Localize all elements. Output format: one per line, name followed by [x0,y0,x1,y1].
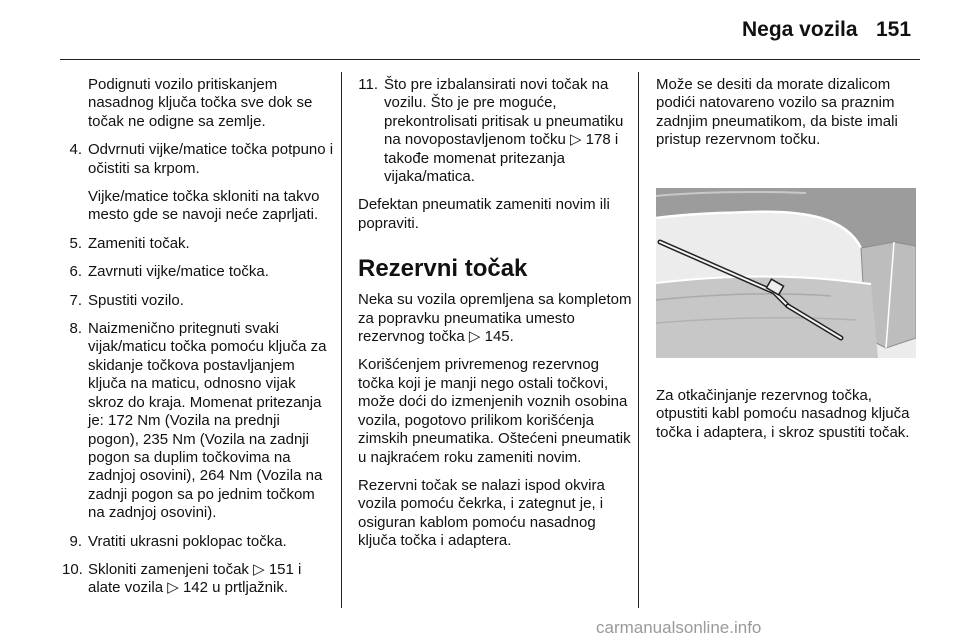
list-item-9 [62,533,334,551]
paragraph [358,291,632,346]
list-number: 9. [69,532,82,550]
column-3 [656,76,920,452]
text-segment: i takođe momenat pritezanja vijaka/matica. [384,131,619,186]
page-reference-link[interactable]: 151 [268,560,294,578]
text-segment: Neka su vozila opremljena sa kompletom za popravku pneumatika umesto rezervnog točka [358,291,632,346]
page-reference-link[interactable]: 178 [585,131,611,149]
paragraph: Može se desiti da morate dizalicom podići natovareno vozilo sa praznim zadnjim pneumatikom, da biste imali pristup rezervnom točku. [656,76,898,149]
page-ref-arrow-icon: ▷ [253,560,265,578]
list-item-11 [358,76,632,186]
list-continuation: Vijke/matice točka skloniti na takvo mesto gde se navoji neće zaprljati. [88,188,320,224]
list-number: 11. [358,76,378,93]
paragraph: Rezervni točak se nalazi ispod okvira vozila pomoću čekrka, i zategnut je, i osiguran kablom pomoću nasadnog ključa točka i adaptera. [358,476,605,550]
section-heading: Rezervni točak [358,255,528,283]
list-item-7 [62,292,334,310]
list-text [88,561,334,598]
header-rule [60,59,920,60]
list-number: 8. [69,320,82,338]
list-text: Vratiti ukrasni poklopac točka. [88,532,287,550]
paragraph: Defektan pneumatik zameniti novim ili popraviti. [358,196,610,232]
column-1 [62,76,334,608]
column-2 [358,76,632,561]
watermark: carmanualsonline.info [596,618,762,637]
page-reference-link[interactable]: 145 [484,328,510,346]
page-reference-link[interactable]: 142 [182,579,208,597]
list-item-4 [62,141,334,225]
paragraph: Korišćenjem privremenog rezervnog točka koji je manji nego ostali točkovi, može doći do izmenjenih voznih osobina vozila, pogotovo prilikom korišćenja zimskih pneumatika. Oštećeni pneumatik u najkraćem roku zameniti novim. [358,356,631,466]
column-divider-2 [638,72,639,608]
list-text: Spustiti vozilo. [88,291,184,309]
text-segment: . [509,328,514,346]
list-item-6 [62,263,334,281]
text-segment: i alate vozila [88,560,302,597]
text-segment: u prtljažnik. [207,579,289,597]
list-number: 5. [69,234,82,252]
page-ref-arrow-icon: ▷ [167,579,179,597]
list-number: 4. [69,141,82,159]
list-text: Naizmenično pritegnuti svaki vijak/maticu točka pomoću ključa za skidanje točkova postavljanjem ključa na maticu, odnosno vijak skroz do kraja. Momenat pritezanja je: 172 Nm (Vozila na prednji pogon), 235 Nm (Vozila na zadnji pogon sa duplim točkovima na zadnjoj osovini), 264 Nm (Vozila na zadnji pogon sa po jednim točkom na zadnjoj osovini). [88,320,327,522]
list-item-5 [62,235,334,253]
list-text [384,76,632,186]
header-title: Nega vozila [742,18,858,41]
column-divider-1 [341,72,342,608]
page-number: 151 [876,18,912,41]
page-ref-arrow-icon: ▷ [569,131,582,149]
list-text: Zavrnuti vijke/matice točka. [88,263,269,281]
text-segment: Skloniti zamenjeni točak [88,560,254,578]
list-text: Odvrnuti vijke/matice točka potpuno i očistiti sa krpom. [88,141,334,177]
list-item-10 [62,561,334,598]
list-number: 6. [69,263,82,281]
page-ref-arrow-icon: ▷ [468,328,481,346]
list-number: 10. [62,560,83,578]
lead-paragraph: Podignuti vozilo pritiskanjem nasadnog ključa točka sve dok se točak ne odigne sa zemlje. [88,76,313,130]
list-number: 7. [69,291,82,309]
paragraph: Za otkačinjanje rezervnog točka, otpustiti kabl pomoću nasadnog ključa točka i adaptera, i skroz spustiti točak. [656,387,910,441]
list-text: Zameniti točak. [88,234,190,252]
text-segment: Što pre izbalansirati novi točak na vozilu. Što je pre moguće, prekontrolisati pritisak u pneumatiku na novopostavljenom točku [384,76,624,149]
list-item-8 [62,320,334,522]
spare-wheel-illustration [656,188,916,358]
